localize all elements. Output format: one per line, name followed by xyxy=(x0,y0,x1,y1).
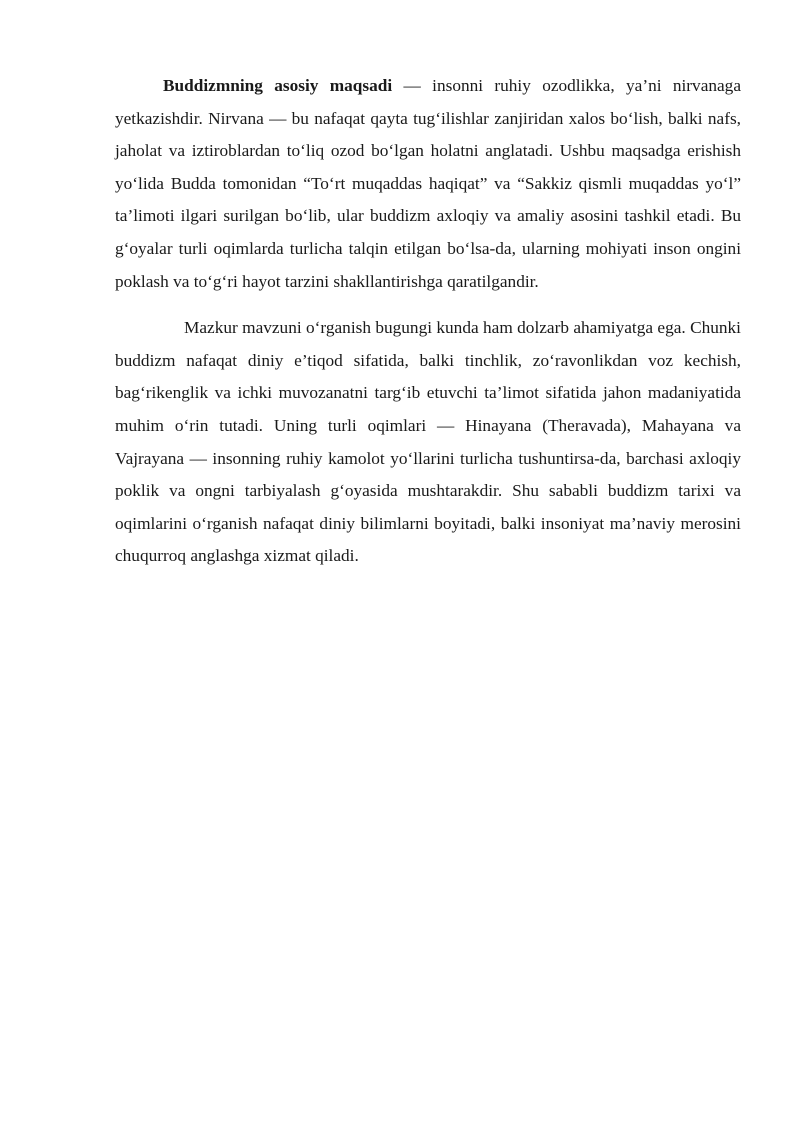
paragraph-1-text: — insonni ruhiy ozodlikka, ya’ni nirvanaga yetkazishdir. Nirvana — bu nafaqat qayta tug‘ilishlar zanjiridan xalos bo‘lish, balki nafs, jaholat va iztiroblardan to‘liq ozod bo‘lgan holatni anglatadi. Ushbu maqsadga erishish yo‘lida Budda tomonidan “To‘rt muqaddas haqiqat” va “Sakkiz qismli muqaddas yo‘l” ta’limoti ilgari surilgan bo‘lib, ular buddizm axloqiy va amaliy asosini tashkil etadi. Bu g‘oyalar turli oqimlarda turlicha talqin etilgan bo‘lsa-da, ularning mohiyati inson ongini poklash va to‘g‘ri hayot tarzini shakllantirishga qaratilgandir. xyxy=(115,76,741,291)
paragraph-main-goal xyxy=(115,70,741,298)
paragraph-lead-heading: Buddizmning asosiy maqsadi xyxy=(163,76,393,95)
document-page xyxy=(115,70,741,573)
paragraph-2-text: Mazkur mavzuni o‘rganish bugungi kunda ham dolzarb ahamiyatga ega. Chunki buddizm nafaqat diniy e’tiqod sifatida, balki tinchlik, zo‘ravonlikdan voz kechish, bag‘rikenglik va ichki muvozanatni targ‘ib etuvchi ta’limot sifatida jahon madaniyatida muhim o‘rin tutadi. Uning turli oqimlari — Hinayana (Theravada), Mahayana va Vajrayana — insonning ruhiy kamolot yo‘llarini turlicha tushuntirsa-da, barchasi axloqiy poklik va ongni tarbiyalash g‘oyasida mushtarakdir. Shu sababli buddizm tarixi va oqimlarini o‘rganish nafaqat diniy bilimlarni boyitadi, balki insoniyat ma’naviy merosini chuqurroq anglashga xizmat qiladi. xyxy=(115,318,741,566)
paragraph-relevance xyxy=(115,312,741,573)
